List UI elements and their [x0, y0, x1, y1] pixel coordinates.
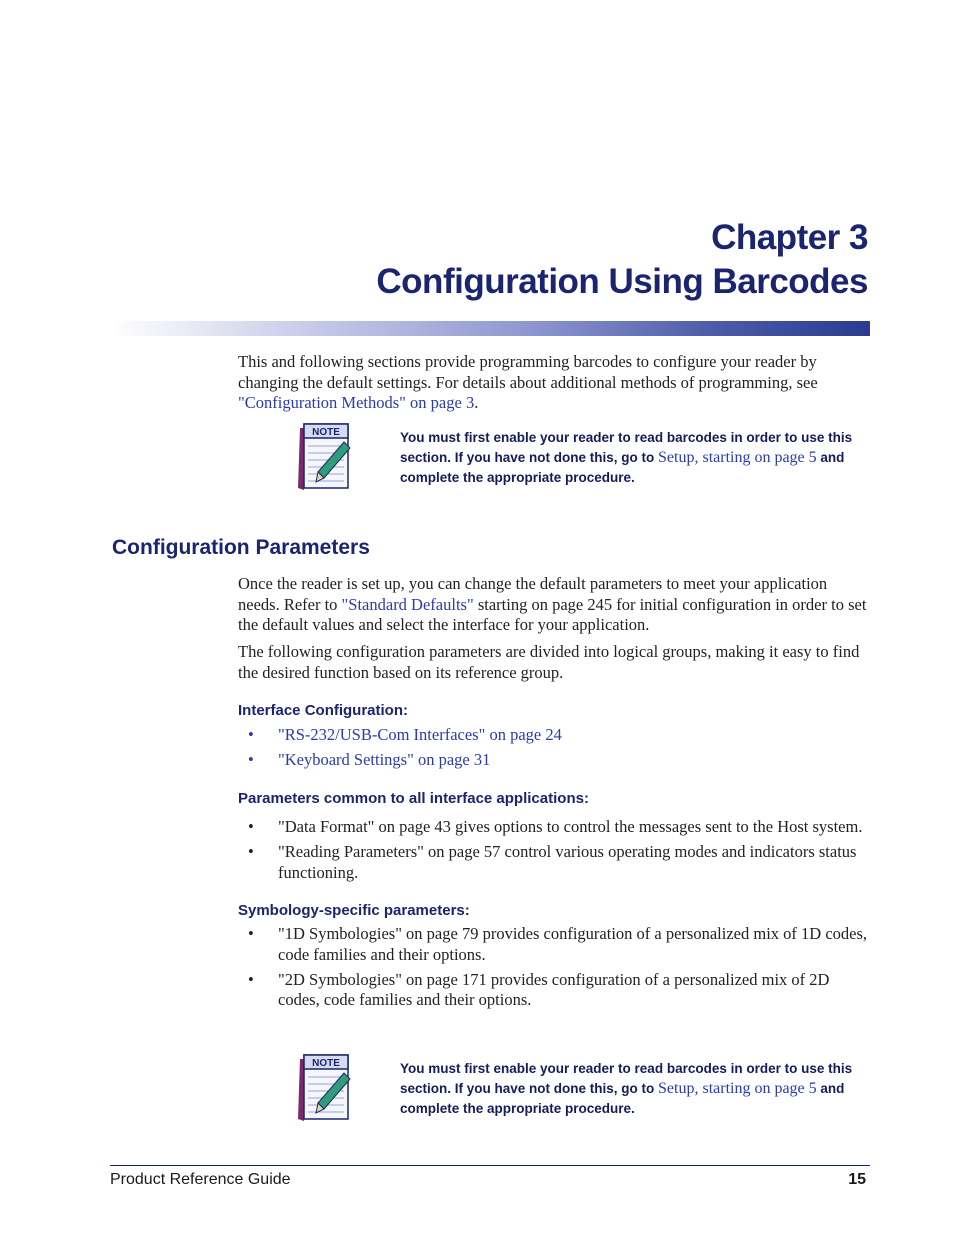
interface-config-heading: Interface Configuration: [238, 702, 409, 719]
section-paragraph-1: Once the reader is set up, you can change the default parameters to meet your application needs. Refer to "Standard Defaults" starting on page 245 for initial configuration in order to set the default values and select the interface for your application. [238, 574, 867, 634]
list-item: • "2D Symbologies" on page 171 provides configuration of a personalized mix of 2D codes, code families and their options. [248, 969, 830, 1009]
symbology-heading: Symbology-specific parameters: [238, 902, 470, 919]
list-item: • "Reading Parameters" on page 57 control various operating modes and indicators status functioning. [248, 842, 857, 882]
common-params-list [248, 817, 868, 888]
chapter-rule-bar [110, 321, 870, 336]
section-title: Configuration Parameters [112, 536, 370, 559]
standard-defaults-link[interactable]: "Standard Defaults" [341, 594, 474, 614]
interface-config-list [248, 725, 868, 775]
note-icon [296, 1053, 352, 1123]
footer-title: Product Reference Guide [110, 1171, 291, 1188]
svg-text:NOTE: NOTE [312, 1058, 340, 1069]
configuration-methods-link[interactable]: "Configuration Methods" on page 3 [238, 393, 475, 412]
note-text: You must first enable your reader to read barcodes in order to use this section. If you have not done this, go to Setup, starting on page 5 and complete the appropriate procedure. [400, 430, 853, 485]
footer-rule [110, 1165, 870, 1166]
chapter-title: Configuration Using Barcodes [376, 262, 868, 301]
section-paragraph-2: The following configuration parameters are divided into logical groups, making it easy to find the desired function based on its reference group. [238, 642, 860, 682]
intro-paragraph: This and following sections provide programming barcodes to configure your reader by changing the default settings. For details about additional methods of programming, see "Configuration Methods" on page 3. [238, 352, 818, 412]
setup-link[interactable]: Setup, starting on page 5 [658, 449, 817, 466]
list-item[interactable]: • "RS-232/USB-Com Interfaces" on page 24 [248, 725, 562, 744]
list-item[interactable]: • "Keyboard Settings" on page 31 [248, 750, 491, 769]
list-item: • "Data Format" on page 43 gives options to control the messages sent to the Host system. [248, 817, 863, 836]
svg-text:NOTE: NOTE [312, 427, 340, 438]
setup-link[interactable]: Setup, starting on page 5 [658, 1080, 817, 1097]
note-icon [296, 422, 352, 492]
chapter-number: Chapter 3 [711, 218, 868, 257]
page-number: 15 [848, 1171, 866, 1188]
note-text: You must first enable your reader to read barcodes in order to use this section. If you have not done this, go to Setup, starting on page 5 and complete the appropriate procedure. [400, 1061, 853, 1116]
common-params-heading: Parameters common to all interface applications: [238, 790, 589, 807]
symbology-list [248, 924, 868, 1015]
list-item: • "1D Symbologies" on page 79 provides configuration of a personalized mix of 1D codes, code families and their options. [248, 924, 868, 964]
